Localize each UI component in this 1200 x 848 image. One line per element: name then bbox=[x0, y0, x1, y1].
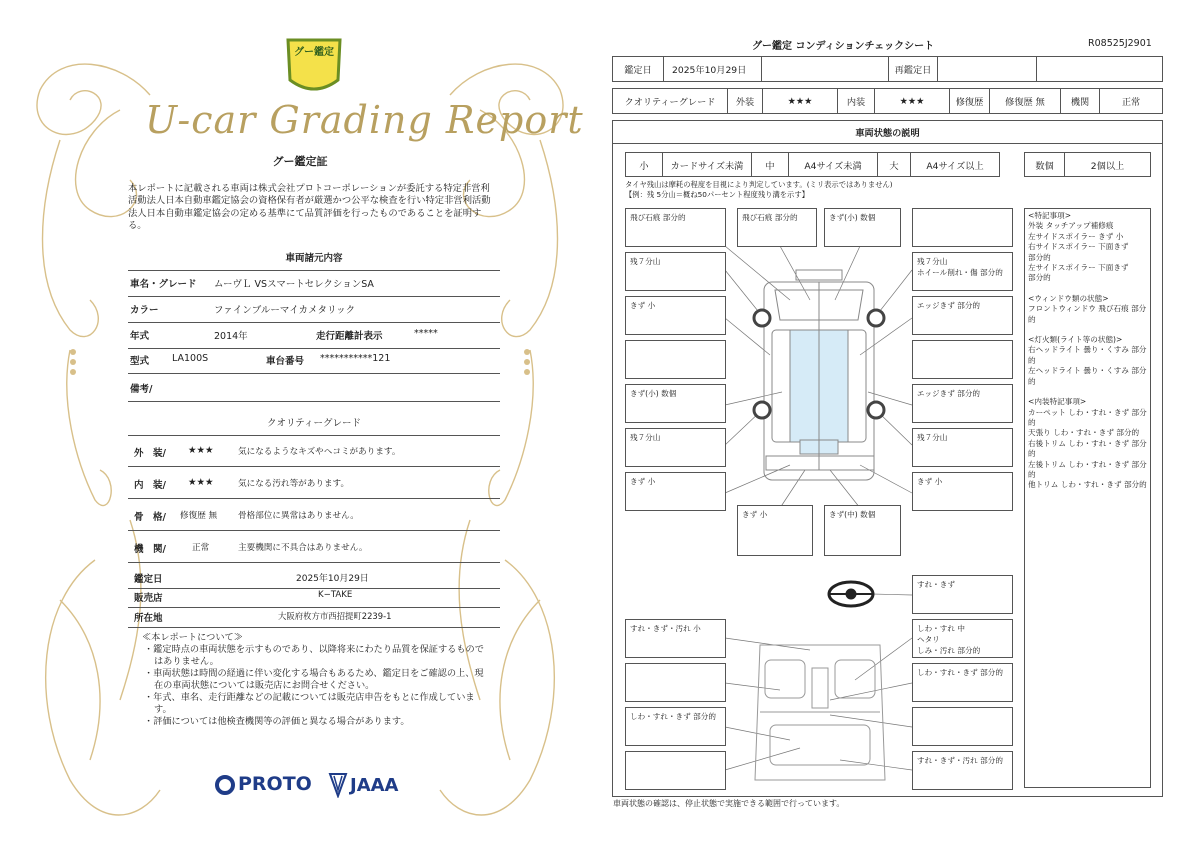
exterior-annotation bbox=[912, 208, 1013, 247]
size-small-desc-cell: カードサイズ未満 bbox=[662, 152, 752, 177]
model-label: 型式 bbox=[130, 356, 150, 367]
remarks-lights: <灯火類(ライト等の状態)> 右ヘッドライト 曇り・くすみ 部分的 左ヘッドライト 曇り・くすみ 部分的 bbox=[1028, 335, 1147, 386]
size-large-desc-cell: A4サイズ以上 bbox=[910, 152, 1000, 177]
interior-annotation bbox=[625, 751, 726, 790]
color-label: カラー bbox=[130, 305, 159, 316]
exterior-annotation: きず(小) 数個 bbox=[625, 384, 726, 423]
note-item: ・評価については他検査機関等の評価と異なる場合があります。 bbox=[144, 716, 410, 727]
interior-value-cell: ★★★ bbox=[874, 88, 950, 114]
sheet-code: R08525J2901 bbox=[1088, 38, 1152, 49]
size-small-cell: 小 bbox=[625, 152, 663, 177]
exterior-value-cell: ★★★ bbox=[762, 88, 838, 114]
exterior-grade: ★★★ bbox=[188, 445, 214, 456]
exterior-annotation: 残７分山 bbox=[912, 428, 1013, 467]
exterior-annotation: きず(中) 数個 bbox=[824, 505, 901, 556]
remarks-windows: <ウィンドウ類の状態> フロントウィンドウ 飛び石痕 部分的 bbox=[1028, 293, 1147, 324]
sheet-title: グー鑑定 コンディションチェックシート bbox=[752, 41, 935, 52]
engine-grade: 正常 bbox=[192, 543, 210, 553]
engine-label-cell: 機関 bbox=[1060, 88, 1100, 114]
jaaa-logo: JAAA bbox=[350, 775, 399, 796]
interior-annotation: すれ・きず・汚れ 小 bbox=[625, 619, 726, 658]
specs-title: 車両諸元内容 bbox=[285, 253, 343, 264]
date-value: 2025年10月29日 bbox=[296, 574, 369, 584]
interior-label: 内 装/ bbox=[134, 480, 166, 491]
date-label-cell: 鑑定日 bbox=[612, 56, 664, 82]
interior-annotation bbox=[625, 663, 726, 702]
certificate-title: グー鑑定証 bbox=[272, 155, 328, 168]
remarks-special: <特記事項> 外装 タッチアップ補修痕 左サイドスポイラー きず 小 右サイドスポイラー 下面きず 部分的 左サイドスポイラー 下面きず 部分的 bbox=[1028, 211, 1129, 283]
certificate-intro: 本レポートに記載される車両は株式会社プロトコーポレーションが委託する特定非営利活動法人日本自動車鑑定協会の資格保有者が厳選かつ公平な検査を行い特定非営利活動法人日本自動車鑑定協会の定める基準にて品質評価を行ったものであることを証明する。 bbox=[128, 183, 491, 231]
tire-example: 【例：残 5分山＝概ね50パーセント程度残り溝を示す】 bbox=[625, 190, 809, 199]
exterior-annotation: きず 小 bbox=[625, 472, 726, 511]
color-value: ファインブルーマイカメタリック bbox=[214, 305, 356, 316]
exterior-label: 外 装/ bbox=[134, 448, 166, 459]
interior-annotation bbox=[912, 707, 1013, 746]
report-script-title: U-car Grading Report bbox=[145, 98, 584, 142]
interior-annotation: すれ・きず・汚れ 部分的 bbox=[912, 751, 1013, 790]
exterior-label-cell: 外装 bbox=[727, 88, 763, 114]
frame-label: 骨 格/ bbox=[134, 512, 166, 523]
special-remarks bbox=[1024, 208, 1151, 788]
chassis-label: 車台番号 bbox=[266, 356, 305, 367]
engine-text: 主要機関に不具合はありません。 bbox=[238, 543, 368, 553]
name-value: ムーヴＬ VSスマートセレクションSA bbox=[214, 279, 374, 290]
interior-annotation: しわ・すれ・きず 部分的 bbox=[625, 707, 726, 746]
tire-note: タイヤ残山は摩耗の程度を目視により判定しています。(ミリ表示ではありません) bbox=[625, 180, 893, 189]
interior-annotation: しわ・すれ 中 ヘタリ しみ・汚れ 部分的 bbox=[912, 619, 1013, 658]
size-large-cell: 大 bbox=[877, 152, 911, 177]
quality-title: クオリティーグレード bbox=[266, 418, 362, 429]
exterior-annotation bbox=[912, 340, 1013, 379]
exterior-annotation: 残７分山 ホイール削れ・傷 部分的 bbox=[912, 252, 1013, 291]
engine-value-cell: 正常 bbox=[1099, 88, 1163, 114]
date-label: 鑑定日 bbox=[134, 574, 163, 585]
exterior-annotation: きず 小 bbox=[912, 472, 1013, 511]
sheet-footer-note: 車両状態の確認は、停止状態で実施できる範囲で行っています。 bbox=[613, 799, 845, 808]
exterior-annotation: 飛び石痕 部分的 bbox=[737, 208, 817, 247]
engine-label: 機 関/ bbox=[134, 544, 166, 555]
interior-annotation: すれ・きず bbox=[912, 575, 1013, 614]
exterior-annotation: きず(小) 数個 bbox=[824, 208, 901, 247]
size-mid-cell: 中 bbox=[751, 152, 789, 177]
chassis-value: ***********121 bbox=[320, 353, 391, 364]
name-label: 車名・グレード bbox=[130, 279, 197, 290]
note-item: ・車両状態は時間の経過に伴い変化する場合もあるため、鑑定日をご確認の上、現在の車両状態については販売店にお問合せください。 bbox=[144, 668, 484, 691]
frame-grade: 修復歴 無 bbox=[180, 511, 218, 521]
exterior-text: 気になるようなキズやヘコミがあります。 bbox=[238, 447, 401, 457]
dealer-label: 販売店 bbox=[134, 593, 163, 604]
exterior-annotation: 残７分山 bbox=[625, 252, 726, 291]
address-label: 所在地 bbox=[134, 613, 163, 624]
dealer-value: K−TAKE bbox=[318, 590, 353, 600]
condition-title: 車両状態の説明 bbox=[612, 120, 1163, 144]
note-item: ・年式、車名、走行距離などの記載については販売店申告をもとに作成しています。 bbox=[144, 692, 475, 715]
count-label-cell: 数個 bbox=[1024, 152, 1065, 177]
interior-grade: ★★★ bbox=[188, 477, 214, 488]
remarks-interior: <内装特記事項> カーペット しわ・すれ・きず 部分的 天張り しわ・すれ・きず 部分的 右後トリム しわ・すれ・きず 部分的 左後トリム しわ・すれ・きず 部分的 他トリム しわ・すれ・きず 部分的 bbox=[1028, 397, 1147, 490]
interior-annotation: しわ・すれ・きず 部分的 bbox=[912, 663, 1013, 702]
exterior-annotation: エッジきず 部分的 bbox=[912, 384, 1013, 423]
mileage-label: 走行距離計表示 bbox=[316, 331, 383, 342]
remarks-label: 備考/ bbox=[130, 384, 153, 395]
exterior-annotation: エッジきず 部分的 bbox=[912, 296, 1013, 335]
count-desc-cell: 2個以上 bbox=[1064, 152, 1151, 177]
notes-title: ≪本レポートについて≫ bbox=[142, 632, 243, 643]
repair-label-cell: 修復歴 bbox=[949, 88, 990, 114]
model-value: LA100S bbox=[172, 353, 209, 364]
repair-value-cell: 修復歴 無 bbox=[989, 88, 1061, 114]
note-item: ・鑑定時点の車両状態を示すものであり、以降将来にわたり品質を保証するものではありません。 bbox=[144, 644, 484, 667]
year-label: 年式 bbox=[130, 331, 150, 342]
address-value: 大阪府枚方市西招提町2239-1 bbox=[278, 611, 392, 621]
proto-logo: PROTO bbox=[238, 773, 312, 795]
reinspect-label-cell: 再鑑定日 bbox=[888, 56, 938, 82]
size-mid-desc-cell: A4サイズ未満 bbox=[788, 152, 878, 177]
exterior-annotation: きず 小 bbox=[625, 296, 726, 335]
interior-text: 気になる汚れ等があります。 bbox=[238, 479, 350, 489]
exterior-annotation bbox=[625, 340, 726, 379]
exterior-annotation: 残７分山 bbox=[625, 428, 726, 467]
quality-label-cell: クオリティーグレード bbox=[612, 88, 728, 114]
year-value: 2014年 bbox=[214, 331, 248, 342]
date-value-cell: 2025年10月29日 bbox=[663, 56, 762, 82]
interior-label-cell: 内装 bbox=[837, 88, 875, 114]
exterior-annotation: きず 小 bbox=[737, 505, 813, 556]
gu-kantei-badge: グー鑑定 bbox=[294, 47, 334, 58]
steering-wheel-icon bbox=[829, 582, 873, 606]
frame-text: 骨格部位に異常はありません。 bbox=[238, 511, 359, 521]
exterior-annotation: 飛び石痕 部分的 bbox=[625, 208, 726, 247]
mileage-value: ***** bbox=[414, 328, 438, 339]
